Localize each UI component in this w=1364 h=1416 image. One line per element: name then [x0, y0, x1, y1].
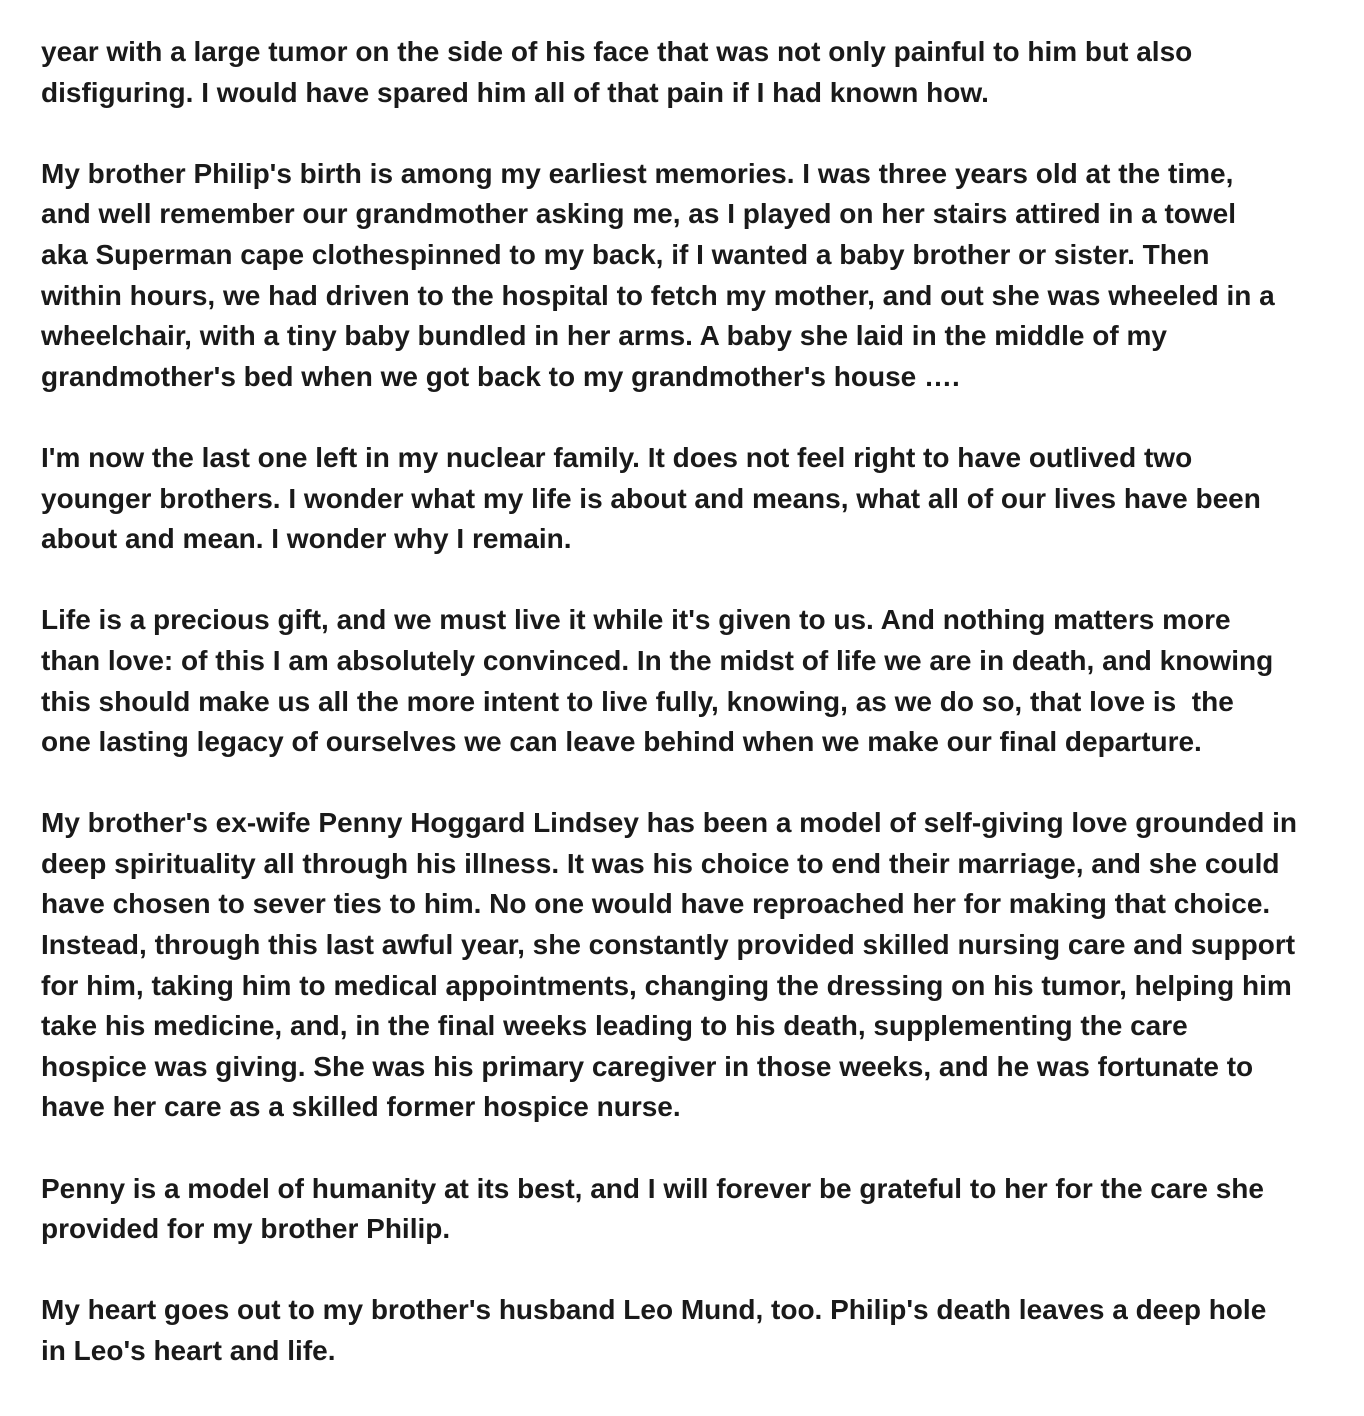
text-line: My heart goes out to my brother's husband Leo Mund, too. Philip's death leaves a deep hole	[41, 1294, 1267, 1326]
paragraph-life-precious-gift	[41, 600, 1351, 762]
text-line: about and mean. I wonder why I remain.	[41, 523, 572, 555]
text-line: have chosen to sever ties to him. No one would have reproached her for making that choice.	[41, 888, 1271, 920]
text-line: My brother Philip's birth is among my earliest memories. I was three years old at the time,	[41, 157, 1234, 189]
text-line: provided for my brother Philip.	[41, 1213, 451, 1245]
paragraph-penny-model	[41, 1169, 1351, 1250]
text-line: this should make us all the more intent to live fully, knowing, as we do so, that love is the	[41, 685, 1234, 717]
text-line: My brother's ex-wife Penny Hoggard Lindsey has been a model of self-giving love grounded in	[41, 807, 1297, 839]
text-line: Instead, through this last awful year, she constantly provided skilled nursing care and support	[41, 929, 1296, 961]
paragraph-tumor	[41, 32, 1351, 113]
text-line: and well remember our grandmother asking me, as I played on her stairs attired in a towel	[41, 198, 1237, 230]
text-line: disfiguring. I would have spared him all of that pain if I had known how.	[41, 76, 989, 108]
text-line: than love: of this I am absolutely convinced. In the midst of life we are in death, and knowing	[41, 644, 1274, 676]
text-line: younger brothers. I wonder what my life is about and means, what all of our lives have been	[41, 482, 1261, 514]
text-line: within hours, we had driven to the hospital to fetch my mother, and out she was wheeled in a	[41, 279, 1275, 311]
text-line: take his medicine, and, in the final weeks leading to his death, supplementing the care	[41, 1010, 1188, 1042]
text-line: I'm now the last one left in my nuclear family. It does not feel right to have outlived two	[41, 441, 1193, 473]
text-line: hospice was giving. She was his primary caregiver in those weeks, and he was fortunate to	[41, 1050, 1254, 1082]
text-line: wheelchair, with a tiny baby bundled in her arms. A baby she laid in the middle of my	[41, 320, 1167, 352]
text-line: have her care as a skilled former hospice nurse.	[41, 1091, 681, 1123]
text-line: deep spirituality all through his illness. It was his choice to end their marriage, and she could	[41, 847, 1280, 879]
text-line: Life is a precious gift, and we must live it while it's given to us. And nothing matters more	[41, 604, 1231, 636]
text-line: aka Superman cape clothespinned to my back, if I wanted a baby brother or sister. Then	[41, 238, 1210, 270]
text-line: for him, taking him to medical appointments, changing the dressing on his tumor, helping him	[41, 969, 1292, 1001]
text-line: one lasting legacy of ourselves we can leave behind when we make our final departure.	[41, 726, 1202, 758]
paragraph-leo-mund	[41, 1290, 1351, 1371]
text-line: grandmother's bed when we got back to my grandmother's house ….	[41, 360, 960, 392]
paragraph-penny-care	[41, 803, 1351, 1128]
text-line: Penny is a model of humanity at its best, and I will forever be grateful to her for the care she	[41, 1172, 1264, 1204]
paragraph-philip-birth	[41, 154, 1351, 398]
paragraph-last-one-left	[41, 438, 1351, 560]
document-page	[41, 32, 1351, 1412]
text-line: year with a large tumor on the side of his face that was not only painful to him but also	[41, 36, 1193, 67]
text-line: in Leo's heart and life.	[41, 1335, 336, 1366]
